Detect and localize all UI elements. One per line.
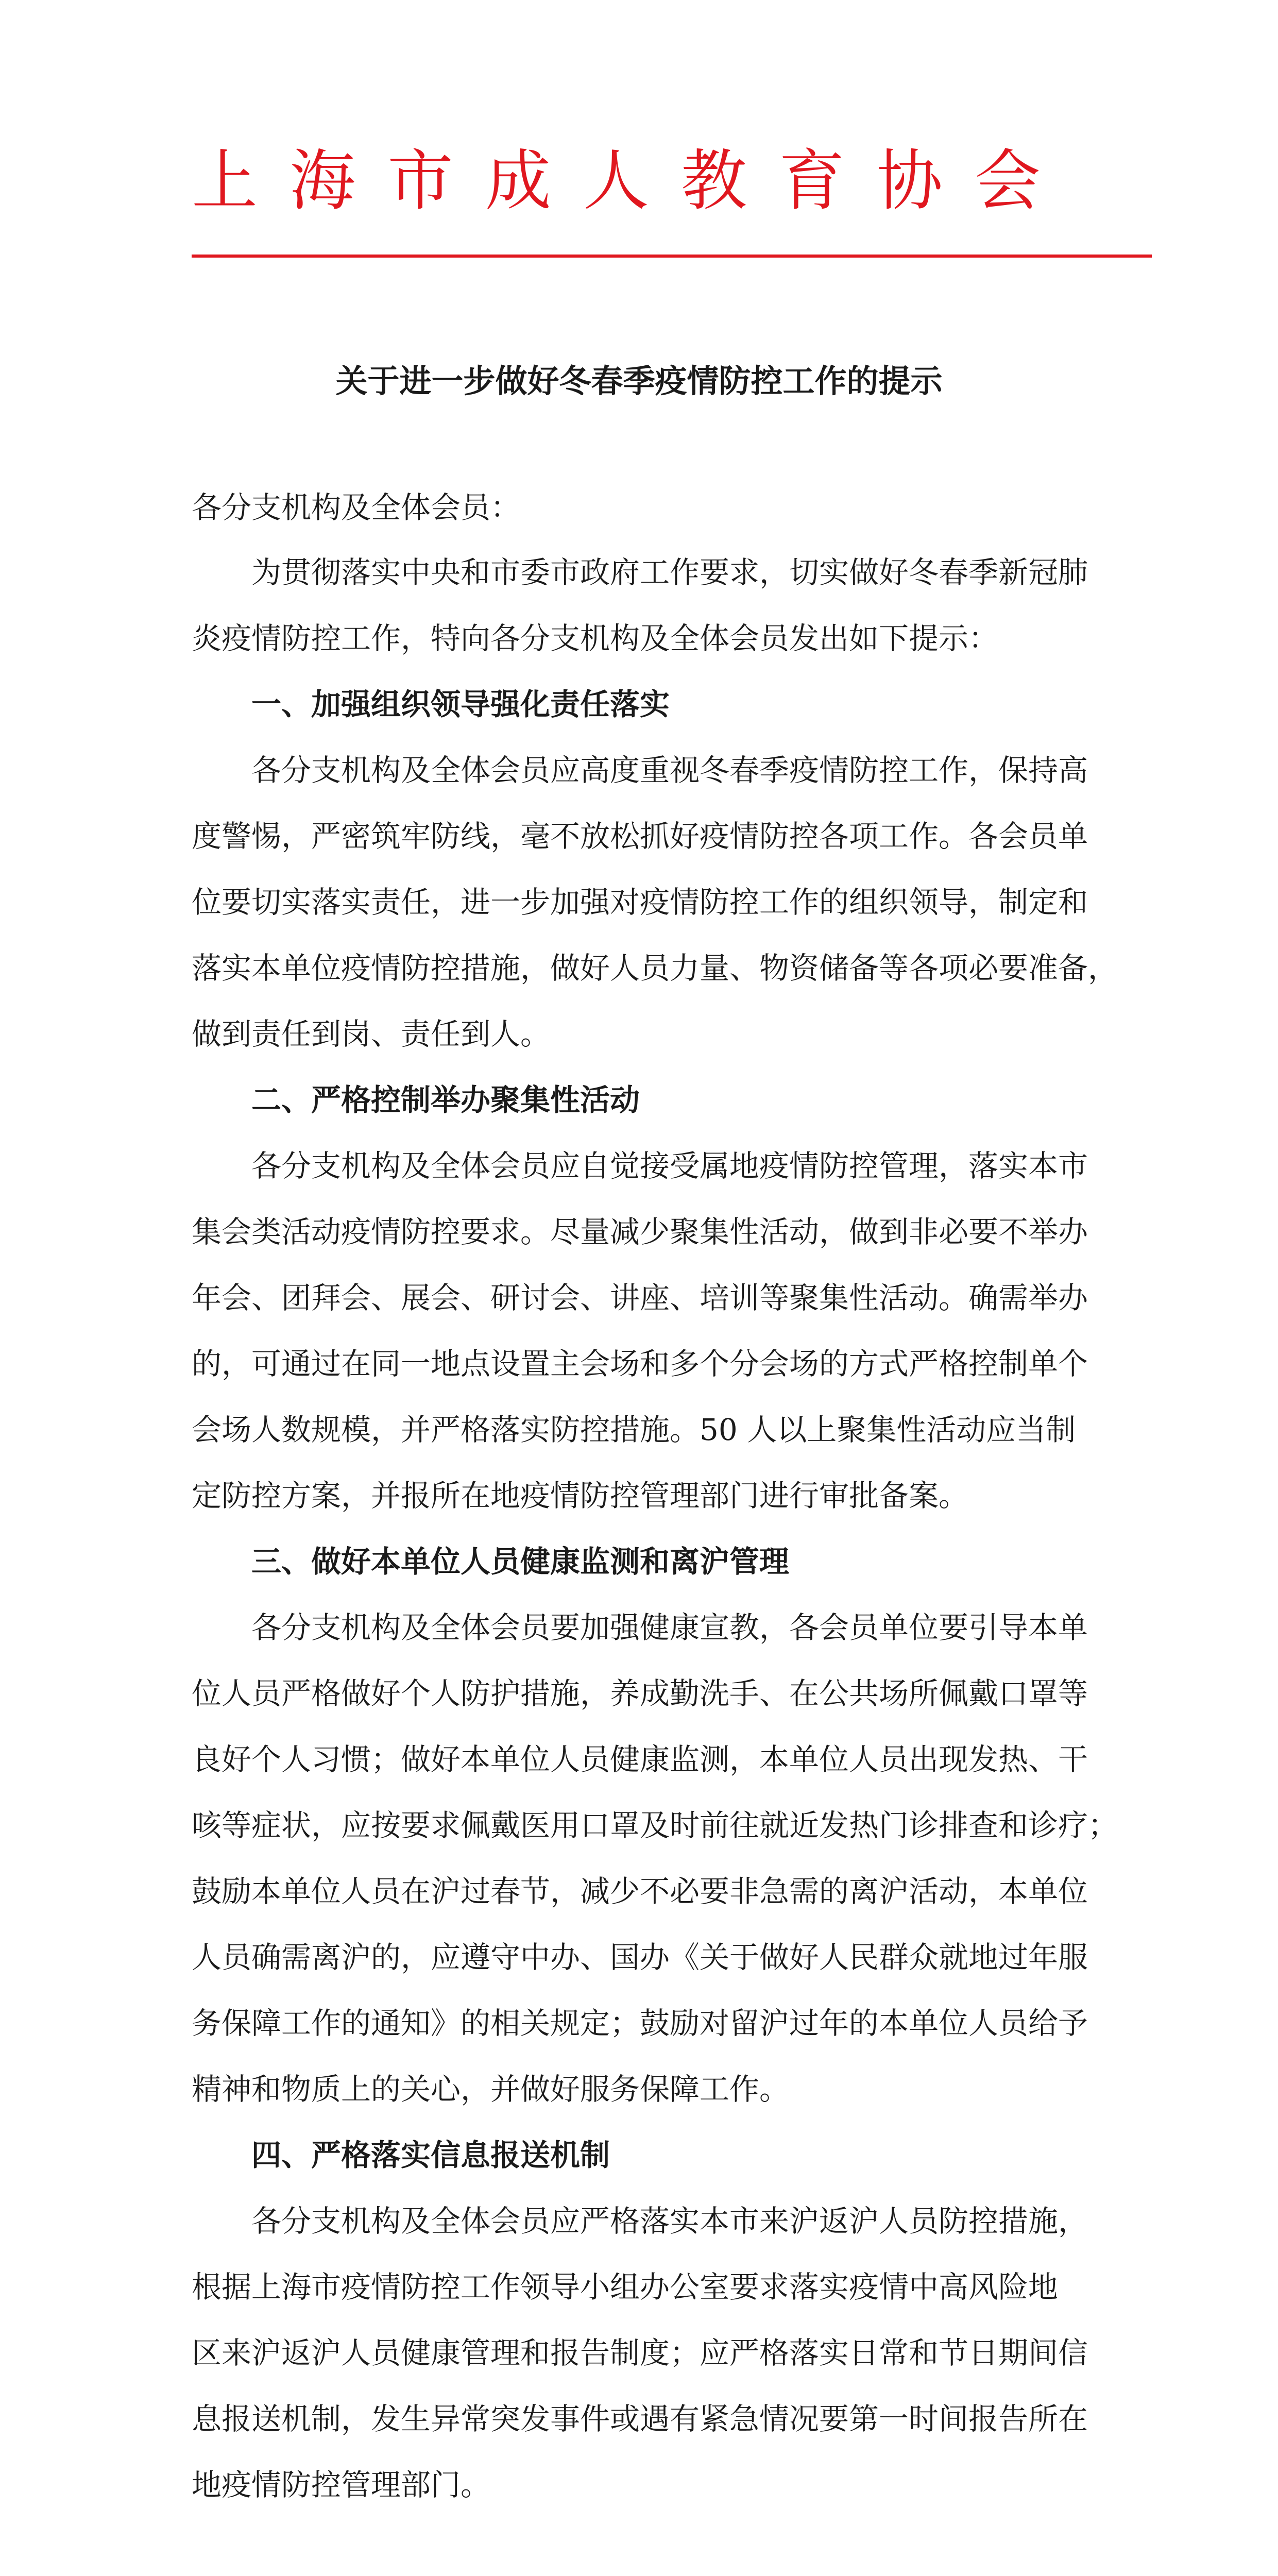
letterhead-red-rule xyxy=(192,255,1152,258)
body-line: 息报送机制，发生异常突发事件或遇有紧急情况要第一时间报告所在 xyxy=(192,2401,1088,2436)
letterhead-org-name: 上海市成人教育协会 xyxy=(192,143,1073,219)
body-line: 位人员严格做好个人防护措施，养成勤洗手、在公共场所佩戴口罩等 xyxy=(192,1676,1088,1711)
intro-line: 为贯彻落实中央和市委市政府工作要求，切实做好冬春季新冠肺 xyxy=(251,555,1088,590)
document-title: 关于进一步做好冬春季疫情防控工作的提示 xyxy=(335,362,943,400)
body-line: 会场人数规模，并严格落实防控措施。50 人以上聚集性活动应当制 xyxy=(192,1412,1076,1447)
salutation: 各分支机构及全体会员： xyxy=(192,490,521,525)
body-line: 各分支机构及全体会员应自觉接受属地疫情防控管理，落实本市 xyxy=(251,1148,1088,1183)
body-line: 定防控方案，并报所在地疫情防控管理部门进行审批备案。 xyxy=(192,1478,969,1513)
body-line: 年会、团拜会、展会、研讨会、讲座、培训等聚集性活动。确需举办 xyxy=(192,1280,1088,1315)
section-heading: 四、严格落实信息报送机制 xyxy=(251,2138,610,2173)
section-heading: 三、做好本单位人员健康监测和离沪管理 xyxy=(251,1544,790,1579)
section-heading: 二、严格控制举办聚集性活动 xyxy=(251,1082,640,1117)
body-line: 做到责任到岗、责任到人。 xyxy=(192,1016,551,1052)
section-heading: 一、加强组织领导强化责任落实 xyxy=(251,687,670,722)
body-line: 落实本单位疫情防控措施，做好人员力量、物资储备等各项必要准备， xyxy=(192,951,1118,986)
body-line: 各分支机构及全体会员应严格落实本市来沪返沪人员防控措施， xyxy=(251,2204,1088,2239)
intro-line: 炎疫情防控工作，特向各分支机构及全体会员发出如下提示： xyxy=(192,621,999,656)
body-line: 度警惕，严密筑牢防线，毫不放松抓好疫情防控各项工作。各会员单 xyxy=(192,819,1088,854)
body-line: 各分支机构及全体会员应高度重视冬春季疫情防控工作，保持高 xyxy=(251,753,1088,788)
body-line: 集会类活动疫情防控要求。尽量减少聚集性活动，做到非必要不举办 xyxy=(192,1214,1088,1249)
body-line: 咳等症状，应按要求佩戴医用口罩及时前往就近发热门诊排查和诊疗； xyxy=(192,1808,1118,1843)
body-line: 位要切实落实责任，进一步加强对疫情防控工作的组织领导，制定和 xyxy=(192,885,1088,920)
body-line: 根据上海市疫情防控工作领导小组办公室要求落实疫情中高风险地 xyxy=(192,2269,1059,2304)
body-line: 人员确需离沪的，应遵守中办、国办《关于做好人民群众就地过年服 xyxy=(192,1940,1088,1975)
body-line: 的，可通过在同一地点设置主会场和多个分会场的方式严格控制单个 xyxy=(192,1346,1088,1381)
body-line: 地疫情防控管理部门。 xyxy=(192,2467,491,2502)
body-line: 务保障工作的通知》的相关规定；鼓励对留沪过年的本单位人员给予 xyxy=(192,2006,1088,2041)
body-line: 鼓励本单位人员在沪过春节，减少不必要非急需的离沪活动，本单位 xyxy=(192,1874,1088,1909)
body-line: 精神和物质上的关心，并做好服务保障工作。 xyxy=(192,2072,790,2107)
body-line: 各分支机构及全体会员要加强健康宣教，各会员单位要引导本单 xyxy=(251,1610,1088,1645)
body-line: 区来沪返沪人员健康管理和报告制度；应严格落实日常和节日期间信 xyxy=(192,2335,1088,2370)
body-line: 良好个人习惯；做好本单位人员健康监测，本单位人员出现发热、干 xyxy=(192,1742,1088,1777)
